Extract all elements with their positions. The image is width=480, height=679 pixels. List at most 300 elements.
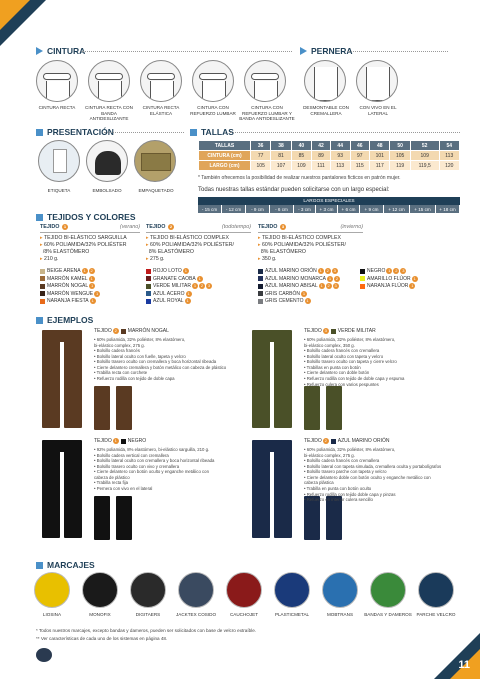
fabric-number-badge: 1: [198, 275, 201, 281]
color-chip: [146, 284, 151, 289]
length-cell: + 3 cm: [316, 205, 338, 213]
fabric-number-badge: 1: [83, 268, 86, 273]
pants-leg: [64, 448, 82, 538]
description-line: • 60% poliamida, 32% poliéster, 8% elastómero,: [304, 337, 396, 342]
example-color-name: MARRÓN NOGAL: [127, 328, 169, 334]
color-swatch: [146, 298, 191, 304]
example-fabric: TEJIDO: [304, 438, 322, 444]
color-swatch: [146, 291, 192, 297]
color-swatch: [40, 291, 100, 297]
fabric-number-badge: 1: [91, 283, 94, 289]
section-cintura: [36, 46, 85, 56]
pants-leg: [42, 338, 60, 428]
pants-waist: [252, 330, 292, 342]
marking-label: DIGITAERS: [135, 612, 161, 617]
table-cell: 119,5: [410, 161, 439, 171]
color-chip: [146, 269, 151, 274]
pants-detail-image: [304, 386, 320, 430]
section-title: PRESENTACIÓN: [47, 127, 114, 137]
fabric-number-badge: 3: [402, 268, 405, 273]
marking-image: [34, 572, 70, 608]
marking-label: PLASTICMETAL: [274, 612, 310, 617]
table-cell: 85: [291, 151, 311, 161]
color-name: GRIS CEMENTO: [265, 298, 304, 305]
fabric-number-badge: 1: [186, 298, 189, 304]
pants-detail-image: [326, 386, 342, 430]
length-cell: - 3 cm: [294, 205, 316, 213]
table-cell: 117: [370, 161, 390, 171]
marking-label: PARCHE VELCRO: [416, 612, 456, 617]
pants-image: [40, 330, 84, 430]
color-swatch: [40, 268, 95, 274]
description-line: • Bolsillo trasero oculto con tapeta y cierre velcro: [304, 359, 397, 365]
description-line: • Trabilla en punta con botón oculto: [304, 486, 372, 492]
example-header: [94, 438, 146, 444]
table-cell: 113: [330, 161, 350, 171]
marking-label: BANDAS Y DAMEROS: [364, 612, 412, 617]
color-swatch: [258, 268, 338, 274]
section-presentacion: [36, 127, 114, 137]
marking-image: [82, 572, 118, 608]
marking-image: [274, 572, 310, 608]
description-line: • Refuerzo rodilla con tejido de doble capa y espuma: [304, 376, 405, 382]
table-cell: 113: [439, 151, 459, 161]
fabric-number-badge: 2: [324, 438, 327, 443]
table-cell: 54: [439, 141, 459, 151]
fabric-number-badge: 3: [324, 328, 327, 333]
fabric-number-badge: 1: [91, 298, 94, 304]
waist-label: CINTURA CON REFUERZO LUMBAR Y BANDA ANTIDESLIZANTE: [239, 105, 295, 121]
example-color-name: AZUL MARINO ORIÓN: [337, 438, 390, 444]
color-chip: [40, 299, 45, 304]
fabric-title: TEJIDO: [146, 224, 166, 230]
sizes-table: [198, 140, 460, 171]
description-line: • Refuerzo rodilla con tejido doble capa y pinzas: [304, 491, 396, 497]
color-name: AZUL MARINO MONARCA: [265, 275, 326, 282]
color-chip: [146, 299, 151, 304]
color-name: GRANATE CAOBA: [153, 275, 196, 282]
fabric-line: TEJIDO BI-ELÁSTICO COMPLEX: [149, 235, 229, 242]
fabric-line: TEJIDO BI-ELÁSTICO COMPLEX: [261, 235, 341, 242]
marking-image: [418, 572, 454, 608]
leg-label: CON VIVO EN EL LATERAL: [359, 105, 397, 116]
color-chip: [258, 299, 263, 304]
color-swatch: [40, 298, 96, 304]
fabric-number-badge: 2: [327, 283, 330, 289]
fabric-number-badge: 2: [335, 275, 339, 281]
description-line: • 92% poliamida, 8% elastómero, bi-elástico sarguilla, 210 g.: [94, 447, 210, 452]
table-cell: 42: [312, 141, 331, 151]
color-name: AZUL MARINO ABISAL: [265, 283, 318, 290]
description-line: • Bolsillo cadera francés: [94, 348, 140, 354]
pants-image: [250, 330, 294, 430]
table-cell: 111: [312, 161, 331, 171]
color-swatch: [258, 291, 307, 297]
color-name: MARRÓN KAMEL: [47, 275, 88, 282]
description-line: • Bolsillo lateral oculto con tapeta y velcro: [304, 353, 384, 359]
color-chip: [40, 276, 45, 281]
color-name: AZUL ACERO: [153, 290, 185, 297]
description-line: • Bolsillo cadera vertical con cremallera: [94, 452, 169, 458]
fabric-number-badge: 1: [187, 290, 190, 296]
table-cell: LARGO (cm): [199, 161, 251, 171]
color-chip: [258, 269, 263, 274]
pants-leg: [274, 448, 292, 538]
color-name: NEGRO: [367, 268, 386, 274]
fabric-number-badge: 1: [90, 275, 93, 281]
description-line: • 60% poliamida, 32% poliéster, 8% elastómero,: [304, 447, 396, 452]
section-marcajes: [36, 560, 95, 570]
fabric-number-badge: 1: [114, 438, 117, 443]
color-chip: [258, 276, 263, 281]
corner-decoration-accent: [0, 0, 30, 30]
color-swatch: [146, 268, 189, 274]
table-cell: 81: [271, 151, 291, 161]
color-name: AZUL MARINO ORIÓN: [265, 268, 317, 274]
table-cell: 119: [390, 161, 410, 171]
pants-leg: [64, 338, 82, 428]
color-chip: [40, 284, 45, 289]
page-number: 11: [458, 659, 470, 671]
table-cell: TALLAS: [199, 141, 251, 151]
color-name: NARANJA FIESTA: [47, 298, 89, 305]
fabric-line: 350 g.: [262, 256, 277, 263]
fabric-number-badge: 2: [114, 328, 117, 333]
color-name: MARRÓN WENGUE: [47, 290, 94, 297]
fabric-number-badge: 1: [306, 298, 309, 304]
table-cell: 77: [251, 151, 271, 161]
color-name: NARANJA FLÚOR: [367, 283, 409, 290]
fabric-number-badge: 3: [334, 283, 337, 289]
table-cell: 89: [312, 151, 331, 161]
table-cell: 120: [439, 161, 459, 171]
marking-label: MOBTRANS: [326, 612, 354, 617]
section-marker-icon: [36, 47, 43, 55]
fabric-3: TEJIDO 3 (invierno) ▸ TEJIDO BI-ELÁSTICO COMPLEX ▸ 60% POLIAMIDA/32% POLIÉSTER/ 8% ELASTÓMERO ▸ 350 g.: [258, 224, 363, 263]
description-line: • Pernera con vivo en el lateral: [94, 486, 153, 492]
section-title: PERNERA: [311, 46, 353, 56]
length-cell: - 6 cm: [270, 205, 294, 213]
color-chip: [40, 269, 45, 274]
fabric-2: TEJIDO 2 (todotempo) ▸ TEJIDO BI-ELÁSTICO COMPLEX ▸ 60% POLIAMIDA/32% POLIÉSTER/ 8% ELASTÓMERO ▸ 275 g.: [146, 224, 251, 263]
pants-detail-image: [116, 386, 132, 430]
fabric-line: 60% POLIAMIDA/32% POLIÉSTER: [44, 242, 127, 249]
section-marker-icon: [36, 562, 43, 569]
length-cell: + 9 cm: [360, 205, 384, 213]
color-chip: [146, 291, 151, 296]
color-swatch: [360, 268, 406, 274]
example-fabric: TEJIDO: [94, 328, 112, 334]
color-name: GRIS CARBÓN: [265, 290, 301, 297]
fabric-title: TEJIDO: [40, 224, 60, 230]
section-marker-icon: [36, 129, 43, 136]
fabric-number-badge: 1: [328, 275, 332, 281]
fabric-number: 1: [63, 224, 67, 229]
description-line: • Bolsillo cadera francés con cremallera: [304, 458, 380, 464]
fabric-number-badge: 1: [96, 290, 99, 296]
table-cell: 93: [330, 151, 350, 161]
waist-label: CINTURA RECTA: [38, 105, 76, 110]
leg-label: DESMONTABLE CON CREMALLERA: [303, 105, 349, 116]
pants-detail-image: [94, 496, 110, 540]
description-line: bi-elástico complex, 350 g.: [304, 342, 355, 348]
section-marker-icon: [190, 129, 197, 136]
table-cell: 105: [390, 151, 410, 161]
color-swatch: [258, 283, 339, 289]
color-swatch: [258, 276, 340, 282]
description-line: • Cierre delantero con botón oculto y enganche metálico con: [94, 469, 209, 475]
fabric-line: 275 g.: [150, 256, 165, 263]
waist-label: CINTURA RECTA CON BANDA ANTIDESLIZANTE: [85, 105, 133, 121]
color-swatch: [146, 276, 203, 282]
length-cell: + 6 cm: [338, 205, 360, 213]
waist-lumbar-antislip-image: [244, 60, 286, 102]
table-cell: 115: [350, 161, 370, 171]
description-line: • Refuerzo culera con varios pespuntes: [304, 381, 379, 387]
section-pernera: [300, 46, 353, 56]
table-cell: 52: [410, 141, 439, 151]
section-title: TEJIDOS Y COLORES: [47, 212, 136, 222]
section-ejemplos: [36, 315, 93, 325]
color-swatch: [40, 276, 95, 282]
waist-straight-image: [36, 60, 78, 102]
fabric-line: 60% POLIAMIDA/32% POLIÉSTER/: [262, 242, 346, 249]
pants-waist: [42, 330, 82, 342]
divider: [104, 132, 184, 133]
marking-label: MONOFIX: [89, 612, 111, 617]
divider: [82, 51, 292, 52]
table-cell: 50: [390, 141, 410, 151]
fabric-title: TEJIDO: [258, 224, 278, 230]
color-chip: [360, 284, 365, 289]
label-tag-image: [38, 140, 80, 182]
example-description: [94, 337, 244, 382]
fabric-number-badge: 2: [395, 268, 398, 273]
table-cell: 109: [410, 151, 439, 161]
pants-leg: [42, 448, 60, 538]
section-title: EJEMPLOS: [47, 315, 94, 325]
color-chip: [258, 284, 263, 289]
marking-label: CAUCHOJET: [229, 612, 259, 617]
color-name: BEIGE ARENA: [47, 268, 81, 274]
example-color-name: NEGRO: [127, 438, 147, 444]
pants-leg: [252, 338, 270, 428]
color-swatch: [146, 283, 212, 289]
marking-image: [370, 572, 406, 608]
length-cell: - 12 cm: [222, 205, 246, 213]
description-line: • Trabillas en punta con botón: [304, 364, 361, 370]
example-description: [304, 447, 454, 503]
section-tallas: [190, 127, 234, 137]
description-line: • Bolsillo lateral oculto con cremallera y boca horizontal ribeada: [94, 458, 215, 464]
example-fabric: TEJIDO: [94, 438, 112, 444]
example-header: [304, 328, 376, 334]
fabric-number: 2: [169, 224, 173, 229]
description-line: bi-elástico complex, 275 g.: [94, 342, 145, 348]
waist-label: CINTURA CON REFUERZO LUMBAR: [190, 105, 236, 116]
pants-leg: [252, 448, 270, 538]
length-cell: - 9 cm: [246, 205, 270, 213]
color-name: AMARILLO FLÚOR: [367, 275, 411, 282]
table-cell: 40: [291, 141, 311, 151]
table-cell: 109: [291, 161, 311, 171]
fabric-number-badge: 1: [411, 283, 414, 289]
color-chip: [360, 269, 365, 274]
fabric-1: TEJIDO 1 (verano) ▸ TEJIDO BI-ELÁSTICO SARGUILLA ▸ 60% POLIAMIDA/32% POLIÉSTER /8% ELASTÓMERO ▸ 210 g.: [40, 224, 140, 263]
pants-detail-image: [94, 386, 110, 430]
example-color-name: VERDE MILITAR: [337, 328, 376, 334]
description-line: • Cierre delantero cremallera y botón metálico con cabeza de plástico: [94, 364, 227, 370]
fabric-number-badge: 1: [302, 290, 306, 296]
table-row: [199, 161, 460, 171]
color-chip: [146, 276, 151, 281]
fabric-number-badge: 3: [207, 283, 211, 289]
table-row: [199, 151, 460, 161]
color-swatch: [360, 283, 415, 289]
pants-detail-image: [116, 496, 132, 540]
color-chip: [360, 276, 365, 281]
section-tejidos: [36, 212, 136, 222]
waist-elastic-image: [140, 60, 182, 102]
description-line: • Bolsillo trasero parche con tapeta y velcro: [304, 469, 387, 475]
section-title: TALLAS: [201, 127, 234, 137]
table-cell: CINTURA (cm): [199, 151, 251, 161]
length-cell: + 18 cm: [436, 205, 460, 213]
section-marker-icon: [36, 317, 43, 324]
color-swatch: [258, 298, 311, 304]
fabric-number-badge: 1: [388, 268, 391, 273]
color-name: AZUL ROYAL: [153, 298, 184, 305]
description-line: cabeza plástica: [304, 480, 334, 486]
example-header: [94, 328, 169, 334]
sizes-note: * También ofrecemos la posibilidad de realizar nuestros pantalones ficticos en patrón mujer.: [198, 175, 401, 181]
color-swatch: [40, 283, 95, 289]
length-cell: + 12 cm: [384, 205, 410, 213]
pants-image: [250, 440, 294, 540]
fabric-line: 60% POLIAMIDA/32% POLIÉSTER/: [150, 242, 234, 249]
fabric-number-badge: 2: [326, 268, 329, 273]
description-line: • Bolsillo lateral oculto con fuelle, tapeta y velcro: [94, 353, 186, 359]
presentation-label: EMBOLSADO: [92, 188, 122, 193]
section-title: MARCAJES: [47, 560, 95, 570]
pants-waist: [42, 440, 82, 452]
divider: [230, 132, 460, 133]
table-cell: 46: [350, 141, 370, 151]
description-line: • Bolsillo cadera francés con cremallera: [304, 348, 380, 354]
description-line: bi-elástico complex, 275 g.: [304, 452, 355, 458]
color-chip: [258, 291, 263, 296]
description-line: • Trabilla recta con corchete: [94, 370, 148, 376]
example-description: [94, 447, 244, 492]
fabric-number-badge: 1: [184, 268, 187, 273]
example-description: [304, 337, 454, 387]
table-cell: 36: [251, 141, 271, 151]
marking-image: [178, 572, 214, 608]
color-chip: [121, 439, 126, 444]
color-chip: [121, 329, 126, 334]
leg-piping-image: [356, 60, 398, 102]
presentation-label: EMPAQUETADO: [138, 188, 174, 193]
special-length-text: Todas nuestras tallas estándar pueden solicitarse con un largo especial:: [198, 187, 390, 193]
section-title: CINTURA: [47, 46, 86, 56]
table-cell: 97: [350, 151, 370, 161]
pants-waist: [252, 440, 292, 452]
length-cell: - 15 cm: [198, 205, 222, 213]
fabric-number-badge: 2: [90, 268, 93, 273]
pants-image: [40, 440, 84, 540]
description-line: cabeza de plástico: [94, 474, 130, 480]
color-swatch: [360, 276, 418, 282]
color-chip: [40, 291, 45, 296]
fabric-number-badge: 1: [319, 268, 322, 273]
color-name: MARRÓN NOGAL: [47, 283, 89, 290]
description-line: • Cierre delantero doble con botón oculto y enganche metálico con: [304, 474, 431, 480]
description-line: • Bolsillo trasero oculto con vivo y cremallera: [94, 463, 180, 469]
presentation-label: ETIQUETA: [47, 188, 71, 193]
marking-image: [226, 572, 262, 608]
table-cell: 48: [370, 141, 390, 151]
bagged-image: [86, 140, 128, 182]
waist-lumbar-image: [192, 60, 234, 102]
example-header: [304, 438, 390, 444]
fabric-number-badge: 1: [320, 283, 323, 289]
fabric-season: (invierno): [340, 224, 363, 230]
fabric-season: (todotempo): [221, 224, 251, 230]
fabric-number-badge: 3: [333, 268, 336, 273]
sizes-header-row: [199, 141, 460, 151]
color-chip: [331, 439, 336, 444]
description-line: • Cierre delantero con doble botón: [304, 370, 370, 376]
fabric-line: 8% ELASTÓMERO: [260, 249, 306, 256]
description-line: • Refuerzo rodilla con tejido de doble capa: [94, 376, 175, 382]
length-cell: + 15 cm: [410, 205, 436, 213]
description-line: • Refuerzo en interior culera sencillo: [304, 497, 373, 503]
marking-image: [130, 572, 166, 608]
section-marker-icon: [300, 47, 307, 55]
leg-zip-image: [304, 60, 346, 102]
fabric-season: (verano): [119, 224, 140, 230]
brand-logo-icon: [36, 648, 52, 662]
marking-label: JACKTEX COSIDO: [175, 612, 217, 617]
description-line: • Bolsillo lateral con tapeta simulada, cremallera oculta y portabolígrafos: [304, 463, 442, 469]
fabric-line: TEJIDO BI-ELÁSTICO SARGUILLA: [43, 235, 127, 242]
description-line: • Bolsillo trasero oculto con cremallera y boca horizontal ribeada: [94, 359, 217, 365]
description-line: • 60% poliamida, 32% poliéster, 8% elastómero,: [94, 337, 186, 342]
fabric-line: 210 g.: [44, 256, 59, 263]
marking-label: LIOSINA: [42, 612, 62, 617]
special-lengths-header: LARGOS ESPECIALES: [198, 197, 460, 205]
marking-image: [322, 572, 358, 608]
example-fabric: TEJIDO: [304, 328, 322, 334]
table-cell: 101: [370, 151, 390, 161]
color-name: VERDE MILITAR: [153, 283, 191, 290]
footnote: * Todos nuestros marcajes, excepto bandas y dameros, pueden ser solicitados con base de velcro extraíble.: [36, 628, 257, 633]
footnote: ** Ver características de cada uno de los sistemas en página 48.: [36, 636, 168, 641]
fabric-line: 8% ELASTÓMERO: [148, 249, 194, 256]
fabric-line: /8% ELASTÓMERO: [42, 249, 90, 256]
table-cell: 105: [251, 161, 271, 171]
color-name: ROJO LOTO: [153, 268, 182, 274]
section-marker-icon: [36, 214, 43, 221]
table-cell: 107: [271, 161, 291, 171]
divider: [348, 51, 448, 52]
waist-antislip-image: [88, 60, 130, 102]
packaged-image: [134, 140, 176, 182]
fabric-number: 3: [281, 224, 285, 229]
table-cell: 44: [330, 141, 350, 151]
waist-label: CINTURA RECTA ELÁSTICA: [142, 105, 180, 116]
description-line: • Trabilla recta fija: [94, 480, 128, 486]
